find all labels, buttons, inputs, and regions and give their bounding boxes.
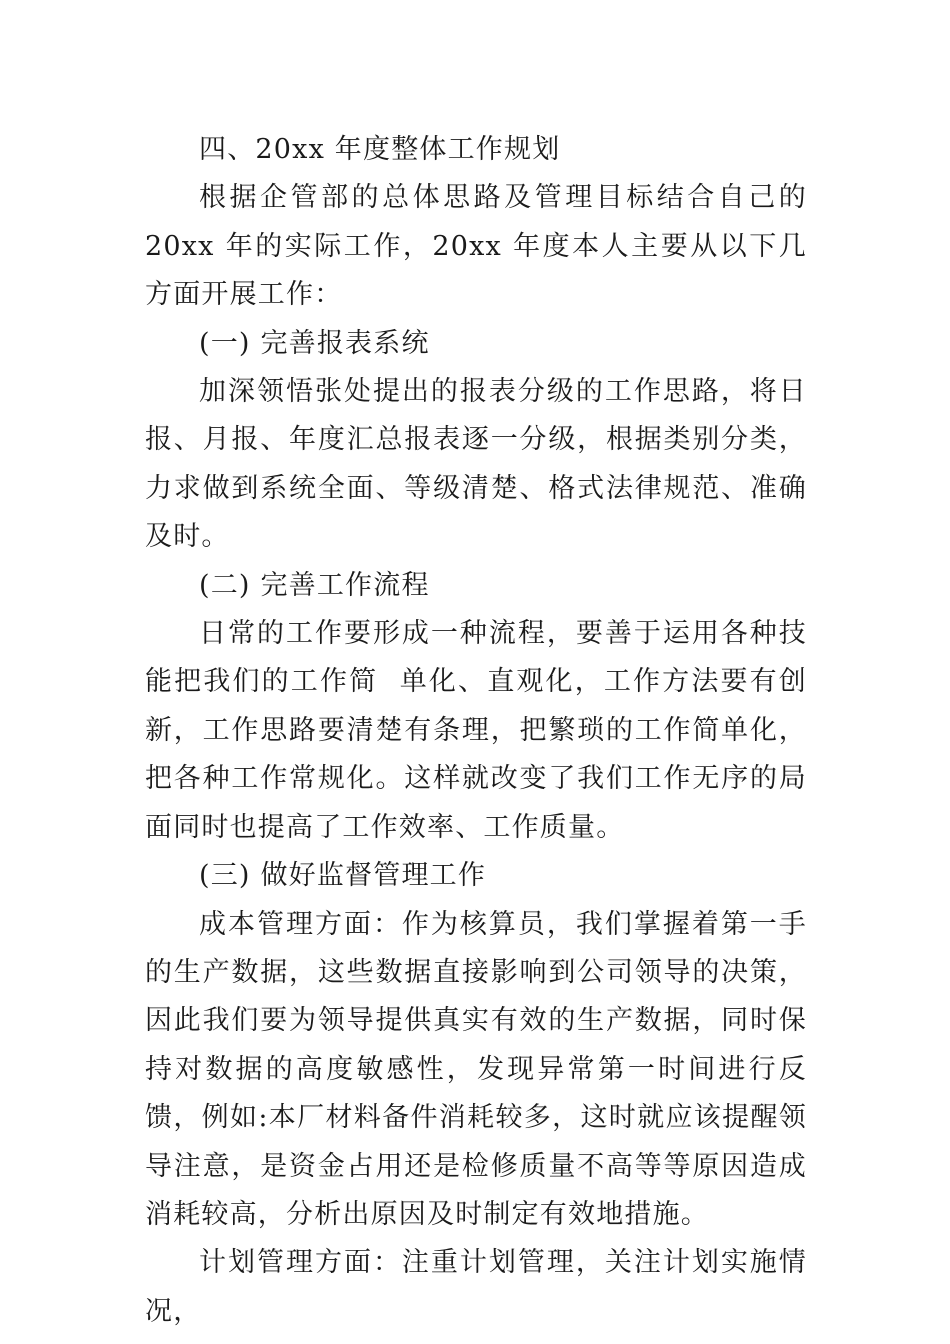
section-title: 四、20xx 年度整体工作规划 (199, 134, 561, 165)
subsection-body-1: 加深领悟张处提出的报表分级的工作思路，将日报、月报、年度汇总报表逐一分级，根据类别分类，力求做到系统全面、等级清楚、格式法律规范、准确及时。 (145, 376, 807, 553)
subsection-heading-2: (二) 完善工作流程 (199, 569, 430, 601)
subsection-body-2: 日常的工作要形成一种流程，要善于运用各种技能把我们的工作简 单化、直观化，工作方法要有创新，工作思路要清楚有条理，把繁琐的工作简单化，把各种工作常规化。这样就改变了我们工作无序的局面同时也提高了工作效率、工作质量。 (145, 618, 807, 843)
trailing-paragraph: 计划管理方面：注重计划管理，关注计划实施情况， (145, 1247, 807, 1327)
document-page (145, 126, 817, 1336)
intro-paragraph: 根据企管部的总体思路及管理目标结合自己的 20xx 年的实际工作，20xx 年度本人主要从以下几方面开展工作： (145, 182, 817, 311)
subsection-heading-3: (三) 做好监督管理工作 (199, 860, 487, 892)
subsection-heading-1: (一) 完善报表系统 (199, 327, 430, 359)
subsection-body-3: 成本管理方面：作为核算员，我们掌握着第一手的生产数据，这些数据直接影响到公司领导的决策，因此我们要为领导提供真实有效的生产数据，同时保持对数据的高度敏感性，发现异常第一时间进行反馈，例如:本厂材料备件消耗较多，这时就应该提醒领导注意，是资金占用还是检修质量不高等等原因造成消耗较高，分析出原因及时制定有效地措施。 (145, 908, 807, 1230)
